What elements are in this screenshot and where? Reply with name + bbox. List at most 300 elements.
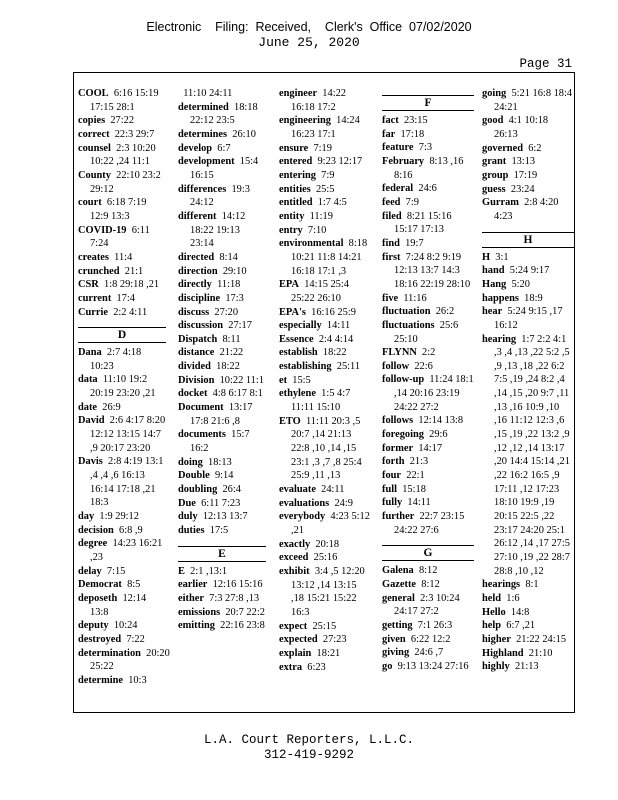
index-entry [78, 128, 166, 142]
index-term: develop [178, 142, 213, 154]
index-page-refs: 20:18 [315, 538, 340, 550]
index-entry [279, 551, 371, 565]
index-term: EPA's [279, 306, 306, 318]
index-entry [178, 346, 266, 360]
index-page-refs: 6:7 [217, 142, 231, 154]
index-page-refs: 3:4 ,5 12:20 13:12 ,14 13:15 ,18 15:21 15:22 16:3 [291, 565, 365, 618]
index-entry [178, 319, 266, 333]
index-term: emissions [178, 606, 221, 618]
index-page-refs: 1:5 4:7 11:11 15:10 [291, 388, 351, 414]
index-entry [482, 169, 574, 183]
index-page-refs: 27:23 [322, 634, 347, 646]
index-entry [178, 142, 266, 156]
index-term: H [482, 251, 491, 263]
index-entry [78, 414, 166, 455]
index-entry [78, 169, 166, 196]
index-page-refs: 21:22 [219, 347, 244, 359]
index-entry [78, 647, 170, 674]
index-term: current [78, 292, 112, 304]
index-page-refs: 19:3 24:12 [190, 183, 250, 209]
index-page-refs: 6:23 [307, 661, 326, 673]
index-page-refs: 2:2 4:11 [113, 306, 148, 318]
index-page-refs: 22:3 29:7 [114, 128, 155, 140]
index-page-refs: 26:10 [232, 128, 256, 140]
index-term: four [382, 470, 402, 482]
index-term: highly [482, 661, 510, 673]
index-page-refs: 11:16 [403, 292, 427, 304]
index-term: hear [482, 306, 503, 318]
index-entry [482, 196, 574, 223]
index-page-refs: 7:24 8:2 9:19 12:13 13:7 14:3 18:16 22:19 28:10 [394, 251, 471, 290]
index-entry [382, 578, 474, 592]
index-entry [482, 278, 574, 292]
index-entry [382, 196, 474, 210]
index-entry [382, 442, 474, 456]
index-entry [279, 387, 371, 414]
index-entry [178, 578, 266, 592]
index-entry [279, 169, 371, 183]
index-page-refs: 13:17 17:8 21:6 ,8 [190, 402, 253, 427]
index-term: COOL [78, 88, 109, 99]
index-term: environmental [279, 238, 344, 250]
index-term: delay [78, 565, 102, 577]
index-letter-heading: F [382, 95, 474, 111]
index-term: destroyed [78, 633, 122, 645]
index-entry [382, 564, 474, 578]
index-entry [382, 141, 474, 155]
index-page-refs: 11:18 [217, 279, 241, 291]
index-term: expect [279, 620, 308, 632]
index-page-refs: 14:12 18:22 19:13 23:14 [190, 210, 246, 250]
index-term: find [382, 237, 400, 249]
index-page-refs: 2:3 10:20 10:22 ,24 11:1 [90, 142, 156, 168]
index-term: hearing [482, 333, 517, 345]
index-page-refs: 15:4 16:15 [190, 156, 259, 181]
index-term: feature [382, 142, 414, 154]
index-term: duties [178, 525, 205, 536]
index-entry [382, 292, 474, 306]
index-entry [78, 592, 166, 619]
index-entry [482, 264, 574, 278]
index-page-refs: 11:19 [309, 210, 333, 222]
index-entry [279, 224, 371, 238]
index-entry [178, 483, 266, 497]
index-entry [178, 592, 266, 606]
index-term: engineer [279, 88, 318, 99]
index-term: docket [178, 388, 208, 400]
index-page-refs: 14:8 [510, 606, 530, 618]
index-page-refs: 25:16 [313, 552, 338, 564]
index-term: Dispatch [178, 333, 218, 345]
index-entry [78, 401, 166, 415]
index-page-refs: 18:13 [208, 456, 232, 468]
transcript-date: June 25, 2020 [258, 35, 360, 50]
index-entry [382, 414, 474, 428]
index-entry [382, 155, 474, 182]
index-term: directly [178, 279, 212, 291]
index-entry [382, 210, 474, 237]
index-entry [279, 237, 371, 278]
index-entry [382, 592, 474, 619]
index-term: date [78, 401, 98, 413]
index-column-5 [482, 87, 574, 708]
index-page-refs: 7:15 [106, 565, 126, 577]
index-page-refs: 19:7 [405, 237, 424, 249]
index-page-refs: 12:14 13:8 [90, 592, 147, 618]
index-page-refs: 22:16 23:8 [220, 620, 265, 632]
index-term: determines [178, 128, 228, 140]
index-page-refs: 8:5 [127, 579, 141, 591]
index-entry [279, 210, 371, 224]
index-entry [279, 183, 371, 197]
index-term: Hang [482, 278, 507, 290]
index-entry [178, 428, 266, 455]
index-page-refs: 21:13 [514, 661, 539, 673]
index-term: ethylene [279, 388, 316, 400]
index-term: emitting [178, 620, 215, 632]
index-page-refs: 14:23 16:21 ,23 [90, 538, 163, 563]
index-entry [382, 319, 474, 346]
index-page-refs: 25:11 [336, 361, 361, 373]
index-entry [279, 278, 371, 305]
index-term: day [78, 511, 95, 523]
index-term: establish [279, 347, 318, 359]
index-page-refs: 11:10 19:2 20:19 23:20 ,21 [90, 374, 156, 400]
index-entry [178, 524, 266, 538]
index-entry [382, 619, 474, 633]
index-entry [178, 210, 266, 251]
index-page-refs: 8:13 ,16 8:16 [394, 155, 464, 181]
index-term: Gurram [482, 197, 519, 209]
index-entry [279, 155, 371, 169]
index-page-refs: 22:10 23:2 29:12 [90, 169, 161, 195]
index-entry [178, 606, 266, 620]
index-entry [279, 346, 371, 360]
index-term: Galena [382, 565, 414, 577]
index-term: grant [482, 156, 507, 168]
index-entry [78, 87, 166, 114]
index-page-refs: 23:24 [510, 183, 535, 195]
index-term: held [482, 592, 502, 604]
index-entry [482, 606, 574, 620]
index-page-refs: 6:11 7:23 [201, 497, 241, 509]
index-page-refs: 7:9 [405, 196, 419, 208]
index-entry [482, 292, 574, 306]
index-entry [178, 374, 266, 388]
index-term: discuss [178, 306, 210, 318]
index-page-refs: 23:15 [403, 115, 428, 126]
index-page-refs: 27:22 [110, 115, 135, 127]
index-term: former [382, 442, 414, 454]
index-term: correct [78, 128, 110, 140]
index-page-refs: 26:2 [435, 306, 455, 318]
index-term: especially [279, 320, 322, 332]
index-entry [482, 142, 574, 156]
index-entry [178, 456, 266, 470]
index-term: expected [279, 634, 318, 646]
index-term: counsel [78, 142, 111, 154]
index-entry [279, 415, 371, 483]
index-term: happens [482, 292, 519, 304]
index-term: EPA [279, 279, 300, 291]
index-term: determine [78, 674, 124, 686]
index-term: full [382, 483, 398, 495]
index-letter-heading: H [482, 232, 574, 248]
index-page-refs: 4:23 5:12 ,21 [291, 511, 370, 536]
index-page-refs: 8:1 [525, 579, 539, 591]
index-term: Currie [78, 306, 109, 318]
index-page-refs: 14:11 [407, 497, 431, 509]
index-page-refs: 7:3 [418, 142, 433, 154]
index-entry [78, 224, 166, 251]
index-entry [279, 319, 371, 333]
index-entry [78, 196, 166, 223]
index-page-refs: 4:8 6:17 8:1 [212, 388, 263, 400]
index-page-refs: 6:16 15:19 17:15 28:1 [90, 88, 159, 113]
index-term: fact [382, 115, 399, 126]
index-term: Due [178, 497, 196, 509]
index-term: giving [382, 647, 410, 659]
index-page-refs: 22:6 [414, 360, 433, 372]
index-page-refs: 26:9 [102, 401, 121, 413]
index-page-refs: 14:15 25:4 25:22 26:10 [291, 279, 349, 304]
index-entry [279, 497, 371, 511]
index-entry [78, 524, 166, 538]
index-entry [279, 565, 371, 620]
index-entry [78, 373, 166, 400]
filing-header: Electronic Filing: Received, Clerk's Office 07/02/2020 [146, 20, 472, 34]
index-entry [78, 565, 166, 579]
index-page-refs: 1:8 29:18 ,21 [104, 279, 160, 291]
reporter-phone: 312-419-9292 [263, 748, 354, 762]
index-page-refs: 24:9 [334, 497, 353, 509]
index-entry [279, 360, 371, 374]
index-term: entities [279, 183, 311, 195]
index-entry [382, 660, 474, 674]
index-entry [382, 360, 474, 374]
index-page-refs: 2:8 4:19 13:1 ,4 ,4 ,6 16:13 16:14 17:18 ,21 18:3 [90, 456, 164, 509]
index-entry [382, 251, 474, 292]
index-page-refs: 15:18 [402, 483, 426, 495]
index-entry [382, 510, 474, 537]
index-term: entering [279, 169, 316, 181]
index-term: five [382, 292, 399, 304]
index-entry [178, 183, 266, 210]
index-entry [78, 251, 166, 265]
index-page-refs: 12:13 13:7 [202, 511, 248, 523]
index-entry [78, 537, 166, 564]
index-entry [78, 633, 166, 647]
index-entry [78, 510, 166, 524]
index-entry [279, 306, 371, 320]
index-entry [279, 142, 371, 156]
index-term: everybody [279, 511, 326, 523]
index-page-refs: 15:5 [292, 374, 311, 386]
index-page-refs: 17:5 [209, 525, 229, 536]
index-term: go [382, 660, 393, 672]
index-page-refs: 14:11 [326, 320, 351, 332]
index-page-refs: 12:16 15:16 [212, 579, 263, 591]
index-term: evaluate [279, 484, 316, 496]
index-term: discussion [178, 320, 224, 332]
index-page-refs: 7:1 26:3 [417, 619, 453, 631]
index-term: County [78, 169, 111, 181]
index-term: getting [382, 619, 413, 631]
index-term: engineering [279, 115, 331, 127]
index-entry [279, 620, 371, 634]
index-entry [78, 292, 166, 306]
index-entry [482, 114, 574, 141]
index-entry [178, 387, 266, 401]
index-term: duly [178, 511, 198, 523]
index-entry [279, 510, 371, 537]
index-term: far [382, 128, 396, 140]
index-term: crunched [78, 265, 120, 277]
index-page-refs: 6:18 7:19 12:9 13:3 [90, 197, 147, 222]
index-page-refs: 10:3 [128, 674, 147, 686]
index-entry [482, 660, 574, 674]
index-entry [279, 633, 371, 647]
index-page-refs: 5:24 9:17 [509, 265, 550, 277]
index-page-refs: 2:4 4:14 [318, 333, 354, 345]
index-term: determination [78, 647, 141, 659]
footer [0, 733, 618, 763]
index-term: guess [482, 183, 506, 195]
index-page-refs: 7:19 [313, 142, 332, 154]
index-term: hearings [482, 579, 521, 591]
index-page-refs: 14:22 16:18 17:2 [291, 88, 346, 113]
index-page-refs: 16:16 25:9 [311, 306, 356, 318]
index-entry [178, 265, 266, 279]
index-entry [178, 401, 266, 428]
index-entry [382, 373, 474, 414]
index-page-refs: 5:20 [511, 278, 530, 290]
index-entry [382, 114, 474, 128]
index-entry [482, 619, 574, 633]
index-page-refs: 2:8 4:20 4:23 [494, 197, 559, 222]
index-term: follows [382, 415, 414, 427]
index-page-refs: 1:6 [506, 592, 520, 604]
index-page-refs: 2:3 10:24 24:17 27:2 [394, 592, 460, 618]
index-page-refs: 1:7 2:2 4:1 ,3 ,4 ,13 ,22 5:2 ,5 ,9 ,13 ,18 ,22 6:2 7:5 ,19 ,24 8:2 ,4 ,14 ,15 ,20 9:7 ,11 ,13 ,16 10:9 ,10 ,16 11:12 12:3 ,6 ,15 ,19 ,22 13:2 ,9 ,12 ,12 ,14 13:17 ,20 14:4 15:14 ,21 ,22 16:2 16:5 ,9 17:11 ,12 17:23 18:10 19:9 ,19 20:15 22:5 ,22 23:17 24:20 25:1 26:12 ,14 ,17 27:5 27:10 ,19 ,22 28:7 28:8 ,10 ,12 [494, 333, 570, 577]
index-entry [78, 346, 166, 373]
index-term: Dana [78, 347, 102, 359]
index-entry [178, 292, 266, 306]
index-page-refs: 5:24 9:15 ,17 16:12 [494, 306, 563, 331]
index-term: entered [279, 156, 313, 168]
index-entry [178, 128, 266, 142]
index-page-refs: 25:6 25:10 [394, 319, 459, 345]
index-entry [178, 278, 266, 292]
index-term: FLYNN [382, 347, 417, 359]
index-page-refs: 12:14 13:8 [418, 415, 464, 427]
index-page-refs: 11:10 24:11 [183, 88, 233, 99]
index-entry [482, 155, 574, 169]
reporter-name: L.A. Court Reporters, L.L.C. [203, 733, 415, 747]
index-page-refs: 17:18 [400, 128, 425, 140]
index-page-refs: 9:13 13:24 27:16 [397, 660, 469, 672]
index-term: degree [78, 538, 108, 550]
index-term: court [78, 197, 102, 209]
index-page-refs: 9:23 12:17 [317, 156, 363, 168]
index-term: Hello [482, 606, 506, 618]
index-page-refs: 6:22 12:2 [410, 633, 451, 645]
index-entry [279, 661, 371, 675]
index-entry [382, 428, 474, 442]
index-page-refs: 18:22 [322, 347, 347, 359]
index-entry [78, 278, 166, 292]
index-page-refs: 29:6 [429, 429, 448, 441]
index-page-refs: 1:9 29:12 [99, 511, 139, 523]
index-term: Democrat [78, 579, 122, 591]
index-page-refs: 11:4 [114, 251, 133, 263]
index-page-refs: 8:12 [421, 579, 440, 590]
index-entry [279, 196, 371, 210]
index-term: hand [482, 265, 505, 277]
index-page-refs: 14:24 16:23 17:1 [291, 115, 360, 140]
index-page-refs: 6:2 [528, 142, 542, 154]
index-page-refs: 6:8 ,9 [119, 524, 143, 536]
index-term: evaluations [279, 497, 330, 509]
index-entry [482, 633, 574, 647]
index-term: determined [178, 101, 229, 113]
index-term: discipline [178, 292, 221, 304]
index-page-refs: 22:1 [406, 470, 425, 482]
index-column-4 [382, 87, 474, 708]
index-entry [382, 496, 474, 510]
page-number: Page 31 [519, 57, 572, 71]
index-page-refs: 18:21 [316, 647, 341, 659]
index-page-refs: 22:7 23:15 24:22 27:6 [394, 511, 465, 536]
index-entry [178, 360, 266, 374]
index-term: CSR [78, 279, 99, 291]
index-letter-heading: D [78, 327, 166, 343]
index-entry [482, 183, 574, 197]
index-page-refs: 18:22 [216, 361, 240, 373]
index-term: exhibit [279, 565, 310, 577]
index-entry [382, 646, 474, 660]
index-term: governed [482, 142, 523, 154]
index-page-refs: 14:17 [418, 442, 443, 454]
index-term: first [382, 251, 401, 263]
index-entry [279, 114, 371, 141]
index-entry [78, 455, 166, 510]
index-term: Document [178, 402, 224, 414]
index-page-refs: 24:11 [321, 484, 345, 496]
index-term: group [482, 169, 509, 181]
index-term: divided [178, 361, 211, 373]
index-page-refs: 10:24 [113, 620, 138, 632]
index-term: COVID-19 [78, 224, 127, 236]
index-entry [382, 305, 474, 319]
index-term: Davis [78, 456, 103, 468]
index-term: earlier [178, 579, 208, 591]
index-page-refs: 26:4 [222, 484, 241, 496]
index-page-refs: 7:9 [321, 169, 335, 181]
index-term: deputy [78, 620, 109, 632]
index-term: February [382, 155, 425, 167]
index-entry [78, 578, 166, 592]
index-term: higher [482, 633, 511, 645]
index-term: direction [178, 265, 218, 277]
index-entry [178, 306, 266, 320]
index-term: Division [178, 374, 215, 386]
index-entry [382, 237, 474, 251]
index-entry [178, 565, 266, 579]
index-entry [178, 619, 266, 633]
index-entry [78, 306, 166, 320]
index-entry [279, 538, 371, 552]
